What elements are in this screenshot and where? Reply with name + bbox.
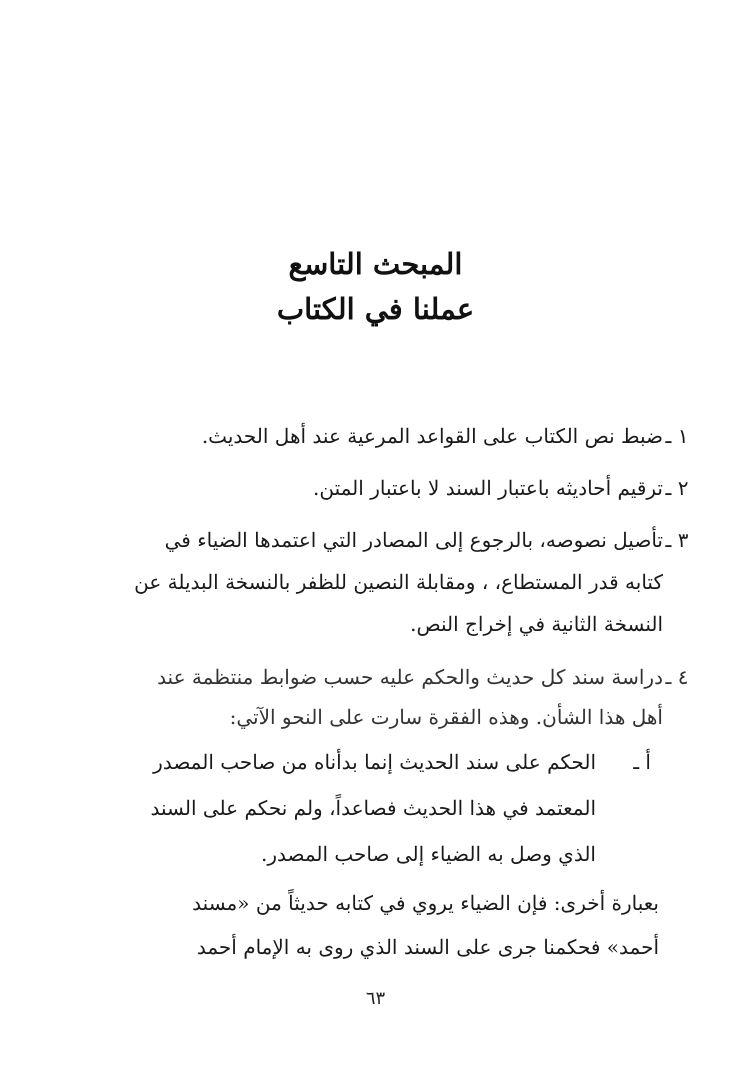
item-number: ٣ ـ bbox=[665, 528, 689, 552]
item-number: ١ ـ bbox=[665, 424, 689, 448]
chapter-title: المبحث التاسع bbox=[288, 247, 463, 281]
page-number: ٦٣ bbox=[365, 988, 386, 1009]
item-text-line: كتابه قدر المستطاع، ، ومقابلة النصين للظفر بالنسخة البديلة عن bbox=[134, 570, 663, 594]
item-number: ٤ ـ bbox=[665, 665, 689, 689]
item-number: ٢ ـ bbox=[665, 476, 689, 500]
chapter-subtitle: عملنا في الكتاب bbox=[276, 292, 475, 326]
sub-item-line: المعتمد في هذا الحديث فصاعداً، ولم نحكم على السند bbox=[150, 796, 596, 820]
item-text: ترقيم أحاديثه باعتبار السند لا باعتبار المتن. bbox=[313, 476, 663, 500]
paragraph-line: أحمد» فحكمنا جرى على السند الذي روى به الإمام أحمد bbox=[196, 935, 659, 959]
paragraph-line: بعبارة أخرى: فإن الضياء يروي في كتابه حديثاً من «مسند bbox=[192, 891, 659, 915]
sub-item-letter: أ ـ bbox=[633, 750, 651, 774]
item-text: ضبط نص الكتاب على القواعد المرعية عند أهل الحديث. bbox=[201, 424, 663, 448]
item-text-line: النسخة الثانية في إخراج النص. bbox=[410, 612, 663, 636]
item-text-line: تأصيل نصوصه، بالرجوع إلى المصادر التي اعتمدها الضياء في bbox=[164, 528, 663, 552]
item-text-line: دراسة سند كل حديث والحكم عليه حسب ضوابط منتظمة عند bbox=[157, 665, 663, 689]
sub-item-line: الحكم على سند الحديث إنما بدأناه من صاحب المصدر bbox=[153, 750, 596, 774]
sub-item-line: الذي وصل به الضياء إلى صاحب المصدر. bbox=[260, 842, 596, 866]
item-text-line: أهل هذا الشأن. وهذه الفقرة سارت على النحو الآتي: bbox=[229, 705, 663, 729]
